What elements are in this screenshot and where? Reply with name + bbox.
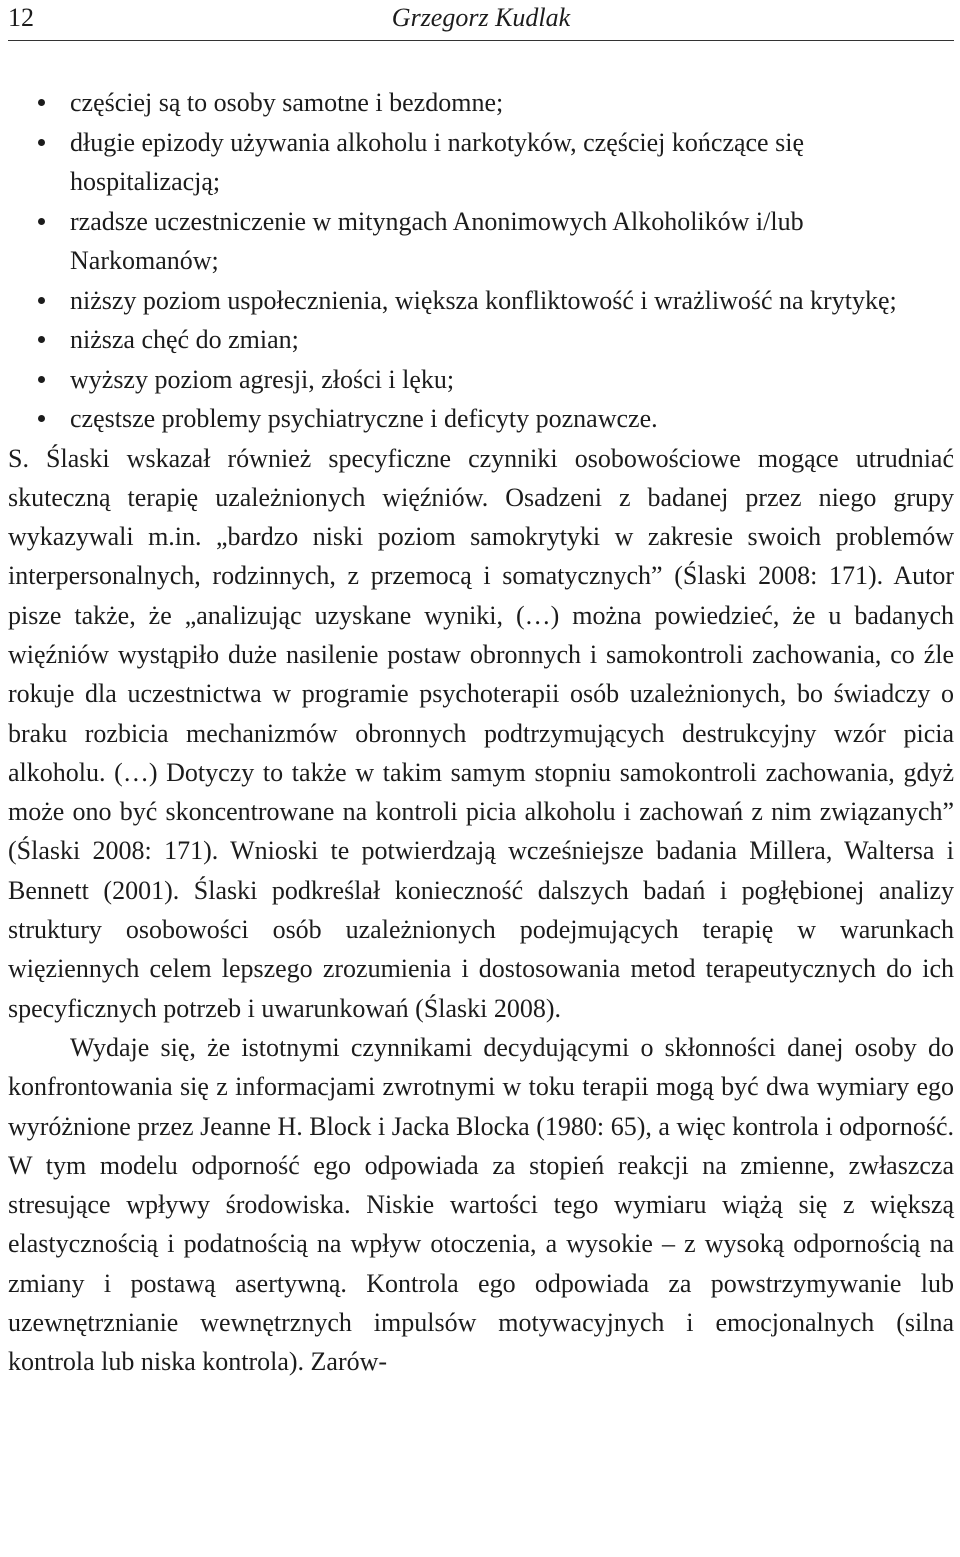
list-item — [8, 320, 954, 360]
list-item — [8, 360, 954, 400]
list-item-text: wyższy poziom agresji, złości i lęku; — [70, 364, 455, 394]
bullet-icon — [38, 336, 45, 343]
running-head-author: Grzegorz Kudlak — [391, 3, 571, 32]
list-item-text: długie epizody używania alkoholu i narkotyków, częściej kończące się hospitalizacją; — [70, 127, 804, 196]
bullet-icon — [38, 415, 45, 422]
paragraph-slaski: S. Ślaski wskazał również specyficzne czynniki osobowościowe mogące utrudniać skuteczną terapię uzależnionych więźniów. Osadzeni z badanej przez niego grupy wykazywali m.in. „bardzo niski poziom samokrytyki w zakresie swoich problemów interpersonalnych, rodzinnych, z przemocą i somatycznych” (Ślaski 2008: 171). Autor pisze także, że „analizując uzyskane wyniki, (…) można powiedzieć, że u badanych więźniów wystąpiło duże nasilenie postaw obronnych i samokontroli zachowania, co źle rokuje dla uczestnictwa w programie psychoterapii osób uzależnionych, bo świadczy o braku rozbicia mechanizmów obronnych podtrzymujących destrukcyjny wzór picia alkoholu. (…) Dotyczy to także w takim samym stopniu samokontroli zachowania, gdyż może ono być skoncentrowane na kontroli picia alkoholu i zachowań z nim związanych” (Ślaski 2008: 171). Wnioski te potwierdzają wcześniejsze badania Millera, Waltersa i Bennett (2001). Ślaski podkreślał konieczność dalszych badań i pogłębionej analizy struktury osobowości osób uzależnionych podejmujących terapię w warunkach więziennych celem lepszego zrozumienia i dostosowania metod terapeutycznych do ich specyficznych potrzeb i uwarunkowań (Ślaski 2008). — [8, 443, 954, 1023]
list-item — [8, 123, 954, 202]
bullet-icon — [38, 376, 45, 383]
list-item-text: częstsze problemy psychiatryczne i deficyty poznawcze. — [70, 404, 658, 433]
bullet-icon — [38, 218, 45, 225]
list-item-text: niższy poziom uspołecznienia, większa konfliktowość i wrażliwość na krytykę; — [70, 285, 897, 315]
bullet-icon — [38, 297, 45, 304]
list-item — [8, 281, 954, 321]
bullet-icon — [38, 99, 45, 106]
list-item — [8, 202, 954, 281]
list-item — [8, 83, 954, 123]
list-item-text: niższa chęć do zmian; — [70, 325, 299, 354]
running-header — [8, 0, 954, 41]
paragraph-ego-dimensions: Wydaje się, że istotnymi czynnikami decydującymi o skłonności danej osoby do konfrontowania się z informacjami zwrotnymi w toku terapii mogą być dwa wymiary ego wyróżnione przez Jeanne H. Block i Jacka Blocka (1980: 65), a więc kontrola i odporność. W tym modelu odporność ego odpowiada za stopień reakcji na zmienne, zwłaszcza stresujące wpływy środowiska. Niskie wartości tego wymiaru wiążą się z większą elastycznością i podatnością na wpływ otoczenia, a wysokie – z wysoką odpornością na zmiany i postawą asertywną. Kontrola ego odpowiada za powstrzymywanie lub uzewnętrznianie wewnętrznych impulsów motywacyjnych i emocjonalnych (silna kontrola lub niska kontrola). Zarów- — [8, 1032, 954, 1377]
bullet-list — [8, 83, 954, 439]
page-number: 12 — [8, 3, 34, 32]
list-item — [8, 399, 954, 439]
bullet-icon — [38, 139, 45, 146]
document-page — [8, 0, 954, 1382]
list-item-text: rzadsze uczestniczenie w mityngach Anonimowych Alkoholików i/lub Narkomanów; — [70, 206, 804, 275]
list-item-text: częściej są to osoby samotne i bezdomne; — [70, 88, 504, 117]
